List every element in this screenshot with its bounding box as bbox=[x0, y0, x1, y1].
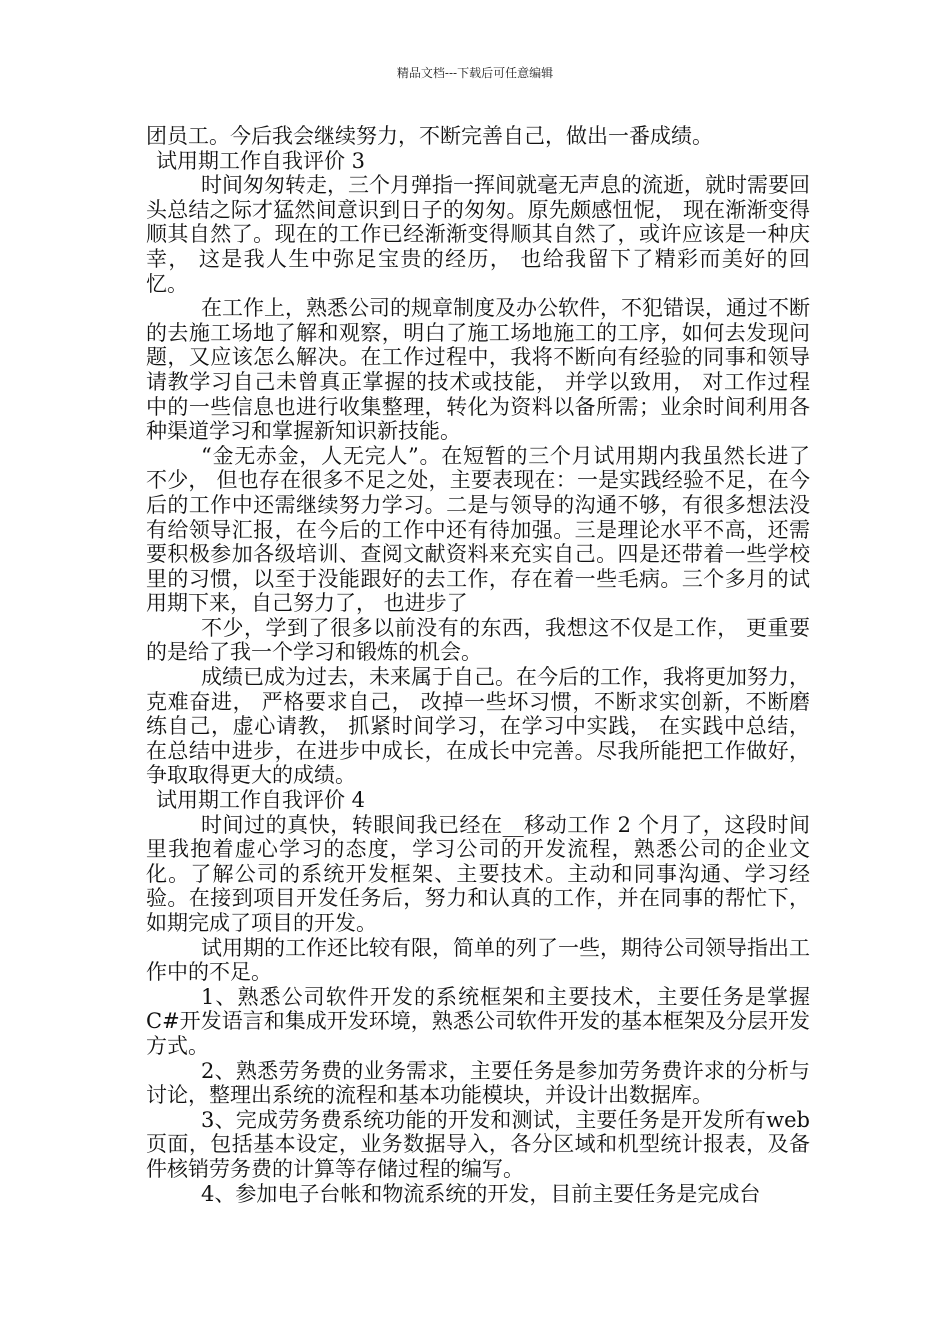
list-item: 1、熟悉公司软件开发的系统框架和主要技术，主要任务是掌握 C#开发语言和集成开发环境，熟悉公司软件开发的基本框架及分层开发方式。 bbox=[146, 984, 810, 1058]
page-header: 精品文档---下载后可任意编辑 bbox=[396, 66, 554, 80]
paragraph: 试用期的工作还比较有限，简单的列了一些，期待公司领导指出工作中的不足。 bbox=[146, 935, 810, 985]
section-heading: 试用期工作自我评价 3 bbox=[156, 148, 366, 173]
paragraph: 成绩已成为过去，未来属于自己。在今后的工作，我将更加努力，克难奋进， 严格要求自己， 改掉一些坏习惯，不断求实创新，不断磨练自己，虚心请教， 抓紧时间学习，在学习中实践， 在实践中总结，在总结中进步，在进步中成长，在成长中完善。尽我所能把工作做好，争取取得更大的成绩。 bbox=[146, 665, 810, 788]
paragraph: 不少，学到了很多以前没有的东西，我想这不仅是工作， 更重要的是给了我一个学习和锻炼的机会。 bbox=[146, 615, 810, 665]
paragraph: 时间匆匆转走，三个月弹指一挥间就毫无声息的流逝，就时需要回头总结之际才猛然间意识到日子的匆匆。原先颇感忸怩， 现在渐渐变得顺其自然了。现在的工作已经渐渐变得顺其自然了，或许应该是一种庆幸， 这是我人生中弥足宝贵的经历， 也给我留下了精彩而美好的回忆。 bbox=[146, 173, 810, 296]
paragraph: 团员工。今后我会继续努力，不断完善自己，做出一番成绩。 bbox=[146, 124, 713, 148]
list-item: 4、参加电子台帐和物流系统的开发，目前主要任务是完成台 bbox=[201, 1181, 761, 1206]
paragraph: 时间过的真快，转眼间我已经在__移动工作 2 个月了，这段时间里我抱着虚心学习的态度，学习公司的开发流程，熟悉公司的企业文化。了解公司的系统开发框架、主要技术。主动和同事沟通、学习经验。在接到项目开发任务后，努力和认真的工作，并在同事的帮忙下，如期完成了项目的开发。 bbox=[146, 812, 810, 935]
paragraph: “金无赤金，人无完人”。在短暂的三个月试用期内我虽然长进了不少， 但也存在很多不足之处，主要表现在：一是实践经验不足，在今后的工作中还需继续努力学习。二是与领导的沟通不够，有很多想法没有给领导汇报，在今后的工作中还有待加强。三是理论水平不高，还需要积极参加各级培训、查阅文献资料来充实自己。四是还带着一些学校里的习惯，以至于没能跟好的去工作，存在着一些毛病。三个多月的试用期下来，自己努力了， 也进步了 bbox=[146, 443, 810, 616]
section-heading: 试用期工作自我评价 4 bbox=[156, 788, 366, 813]
document-body bbox=[146, 124, 810, 1206]
list-item: 2、熟悉劳务费的业务需求，主要任务是参加劳务费许求的分析与讨论，整理出系统的流程和基本功能模块，并设计出数据库。 bbox=[146, 1058, 810, 1108]
list-item: 3、完成劳务费系统功能的开发和测试，主要任务是开发所有web 页面，包括基本设定，业务数据导入，各分区域和机型统计报表，及备件核销劳务费的计算等存储过程的编写。 bbox=[146, 1107, 810, 1181]
paragraph: 在工作上，熟悉公司的规章制度及办公软件，不犯错误，通过不断的去施工场地了解和观察，明白了施工场地施工的工序，如何去发现问题，又应该怎么解决。在工作过程中，我将不断向有经验的同事和领导请教学习自己未曾真正掌握的技术或技能， 并学以致用， 对工作过程中的一些信息也进行收集整理，转化为资料以备所需；业余时间利用各种渠道学习和掌握新知识新技能。 bbox=[146, 296, 810, 444]
